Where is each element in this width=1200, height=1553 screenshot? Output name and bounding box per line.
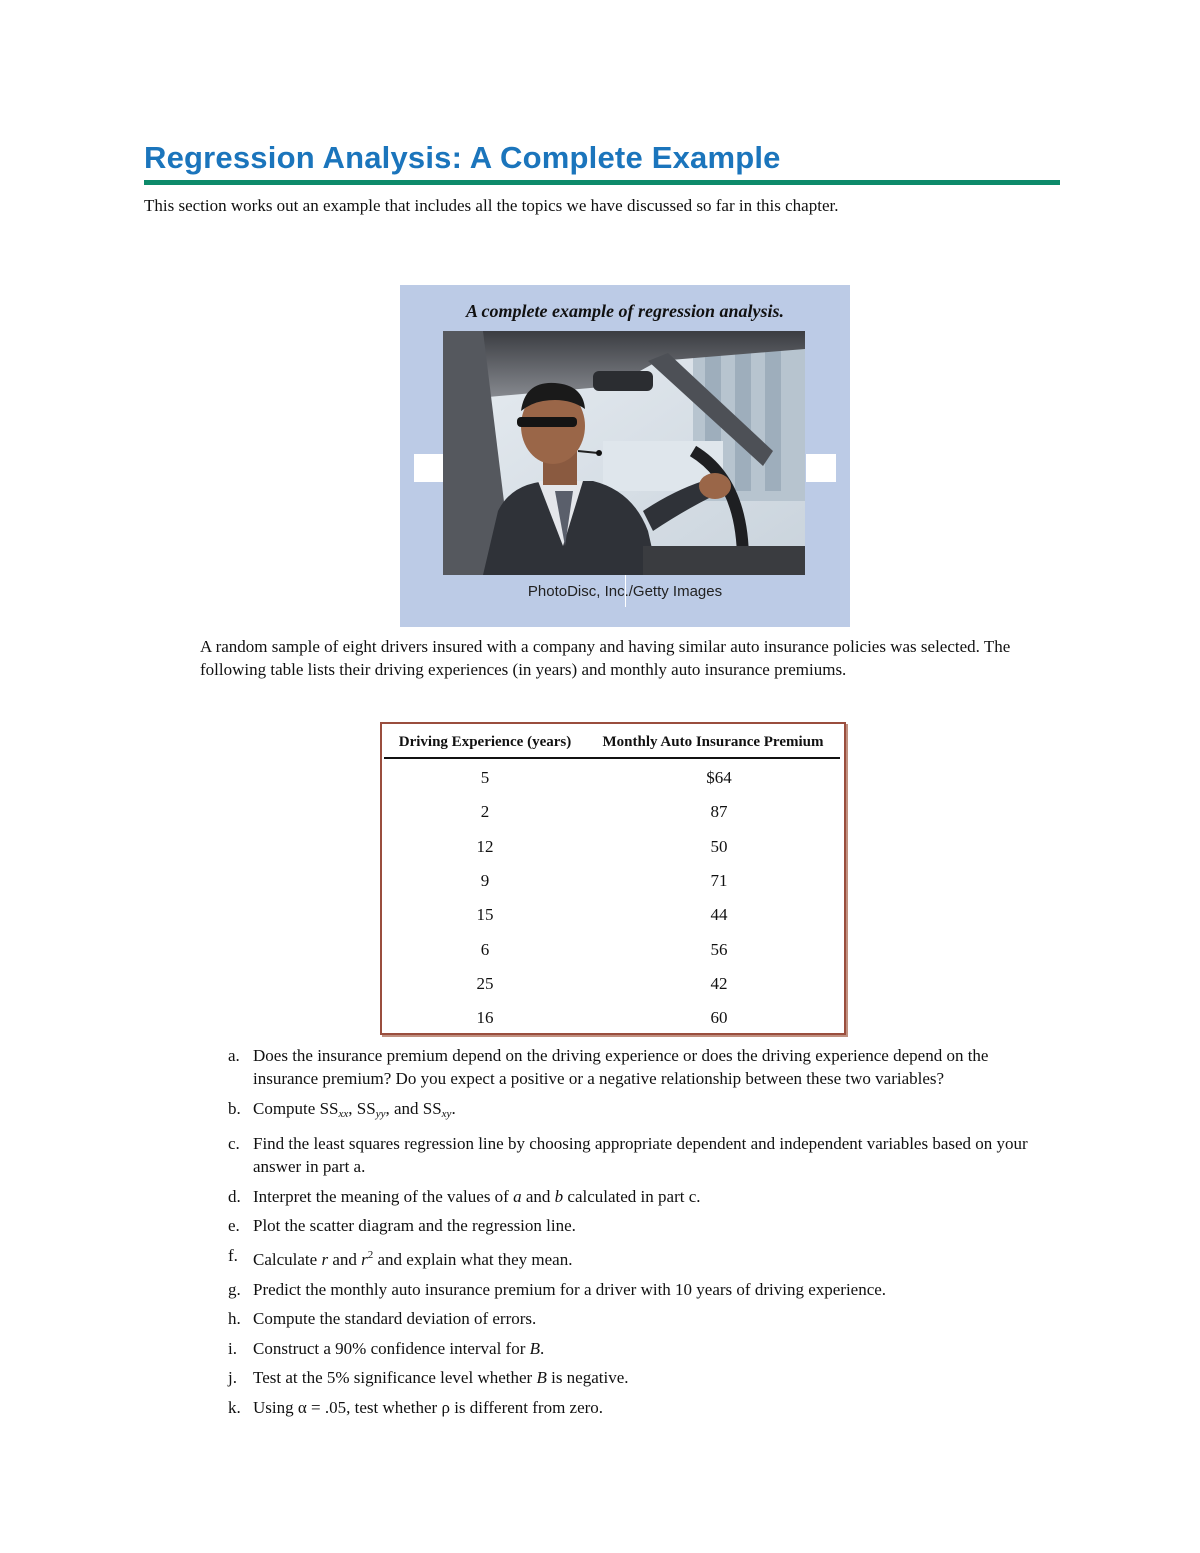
page-title: Regression Analysis: A Complete Example	[144, 140, 781, 175]
figure-caption: A complete example of regression analysis.	[466, 301, 784, 321]
experience-cell: 25	[476, 973, 494, 993]
question-a	[228, 1044, 1038, 1090]
table-row	[384, 932, 840, 966]
column-header-premium: Monthly Auto Insurance Premium	[586, 734, 840, 758]
experience-cell: 9	[480, 871, 490, 891]
photo-credit: PhotoDisc, Inc./Getty Images	[527, 583, 723, 600]
question-e	[228, 1214, 1038, 1237]
question-letter: d.	[228, 1186, 241, 1206]
question-letter: b.	[228, 1098, 241, 1118]
premium-cell: 50	[710, 836, 728, 856]
table-row	[384, 830, 840, 864]
question-text: Construct a 90% confidence interval for B.	[253, 1338, 545, 1358]
table-row	[384, 795, 840, 829]
table-row	[384, 967, 840, 1001]
question-letter: i.	[228, 1338, 237, 1358]
premium-cell: 42	[710, 973, 728, 993]
question-letter: a.	[228, 1046, 240, 1065]
question-text: Interpret the meaning of the values of a and b calculated in part c.	[253, 1186, 701, 1206]
data-table	[384, 734, 840, 1035]
experience-cell: 6	[480, 939, 490, 959]
question-text: Compute the standard deviation of errors.	[253, 1309, 537, 1329]
question-j	[228, 1366, 1038, 1389]
question-text: Using α = .05, test whether ρ is different from zero.	[253, 1397, 604, 1417]
premium-cell: $64	[706, 768, 732, 788]
question-d	[228, 1185, 1038, 1208]
table-row	[384, 864, 840, 898]
experience-cell: 5	[480, 768, 490, 788]
question-f	[228, 1244, 1038, 1271]
question-c	[228, 1132, 1038, 1178]
question-text: Find the least squares regression line by choosing appropriate dependent and independent variables based on your answer in part a.	[253, 1134, 1028, 1177]
question-letter: f.	[228, 1245, 238, 1265]
premium-cell: 60	[710, 1008, 728, 1028]
question-text: Plot the scatter diagram and the regression line.	[253, 1216, 576, 1236]
premium-cell: 71	[710, 871, 728, 891]
question-text: Calculate r and $r^2$ and explain what they mean.	[253, 1248, 573, 1269]
table-row	[384, 1001, 840, 1035]
question-i	[228, 1337, 1038, 1360]
question-letter: k.	[228, 1397, 241, 1417]
premium-cell: 56	[710, 939, 728, 959]
question-text: Does the insurance premium depend on the driving experience or does the driving experience depend on the insurance premium? Do you expect a positive or a negative relationship between these two variables?	[253, 1046, 989, 1088]
column-header-experience: Driving Experience (years)	[384, 734, 586, 758]
question-h	[228, 1307, 1038, 1330]
table-row	[384, 898, 840, 932]
question-k	[228, 1396, 1038, 1419]
question-letter: j.	[228, 1368, 237, 1388]
question-text: Compute $SS_{xx}$, $SS_{yy}$, and $SS_{xy}$.	[253, 1098, 456, 1120]
driver-photo	[443, 331, 805, 575]
figure-tab-left	[414, 454, 444, 482]
premium-cell: 44	[710, 905, 728, 925]
experience-cell: 2	[480, 802, 490, 822]
question-letter: h.	[228, 1309, 241, 1329]
data-table-frame	[380, 722, 846, 1035]
problem-statement: A random sample of eight drivers insured with a company and having similar auto insurance policies was selected. The following table lists their driving experiences (in years) and monthly auto insurance premiums.	[200, 637, 1011, 679]
intro-text: This section works out an example that includes all the topics we have discussed so far in this chapter.	[144, 196, 839, 215]
question-text: Predict the monthly auto insurance premium for a driver with 10 years of driving experience.	[253, 1279, 887, 1299]
experience-cell: 15	[476, 905, 494, 925]
experience-cell: 16	[476, 1008, 494, 1028]
table-row	[384, 758, 840, 795]
question-letter: e.	[228, 1216, 240, 1236]
question-letter: g.	[228, 1279, 241, 1299]
premium-cell: 87	[710, 802, 728, 822]
question-g	[228, 1278, 1038, 1301]
question-letter: c.	[228, 1134, 240, 1154]
question-text: Test at the 5% significance level whether B is negative.	[253, 1368, 629, 1388]
question-b	[228, 1097, 1038, 1126]
figure-tab-right	[806, 454, 836, 482]
figure-panel	[400, 285, 850, 627]
title-underline	[144, 180, 1060, 185]
question-list	[228, 1044, 1038, 1426]
experience-cell: 12	[476, 836, 494, 856]
